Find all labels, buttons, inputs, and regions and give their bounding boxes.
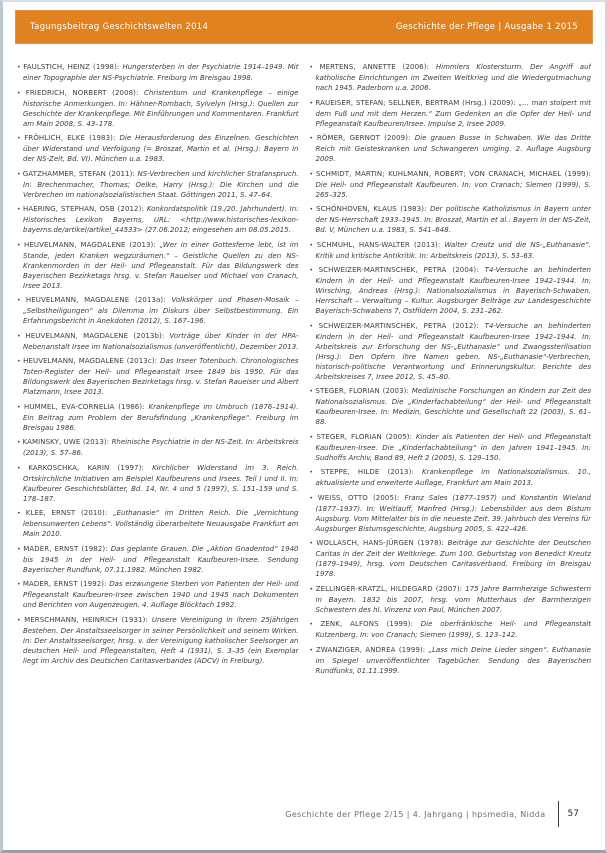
reference-author: WOLLASCH, HANS-JÜRGEN (1978): (316, 539, 448, 547)
bullet-icon: • (17, 332, 26, 340)
bullet-icon: • (309, 170, 317, 178)
reference-author: STEPPE, HILDE (2013): (320, 468, 423, 476)
reference-text: Christentum und Krankenpflege – einige historische Anmerkungen. In: Hähner-Rombach, Sylvelyn (Hrsg.): Quellen zur Geschichte der Krankenpflege. Mit Einführungen und Kommentaren. Frankfurt am Main 2008, S. 43–178. (23, 88, 299, 128)
reference-text: Rheinische Psychiatrie in der NS-Zeit. In: Arbeitskreis (2013), S. 57–86. (23, 438, 299, 457)
reference-entry (310, 467, 592, 488)
reference-entry (310, 240, 592, 261)
reference-author: SCHMIDT, MARTIN; KUHLMANN, ROBERT; VON CRANACH, MICHAEL (1999): (316, 169, 591, 178)
reference-entry (17, 62, 299, 83)
bullet-icon: • (309, 206, 317, 213)
reference-text: „Lass mich Deine Lieder singen“. Euthanasie im Spiegel unveröffentlichter Tagebücher. Sendung des Bayerischen Rundfunks, 01.11.1999. (315, 645, 591, 675)
journal-info: Geschichte der Pflege 2/15 | 4. Jahrgang | hpsmedia, Nidda (285, 809, 546, 819)
reference-text: Das geplante Grauen. Die „Aktion Gnadentod“ 1940 bis 1945 in der Heil- und Pflegeanstalt Kaufbeuren-Irsee. Sendung Bayerischer Rundfunk, 07.11.1982. München 1982. (23, 544, 299, 574)
reference-author: MERTENS, ANNETTE (2006): (319, 63, 436, 71)
reference-text: Volkskörper und Phasen-Mosaik – „Selbstheiligungen“ als Dilemma im Diskurs über Selbstbestimmung. Ein Erfahrungsbericht in Anekdoten (2012), S. 167–196. (23, 296, 299, 325)
reference-entry (17, 331, 299, 352)
reference-entry (17, 88, 299, 129)
bullet-icon: • (309, 433, 317, 441)
reference-author: HUMMEL, EVA-CORNELIA (1986): (24, 402, 149, 411)
reference-entry (310, 169, 592, 200)
bullet-icon: • (309, 388, 316, 395)
reference-author: KARKOSCHKA, KARIN (1997): (28, 463, 153, 472)
bullet-icon: • (309, 99, 316, 107)
reference-column-left (17, 62, 299, 802)
reference-text: NS-Verbrechen und kirchlicher Strafanspruch. In: Brechenmacher, Thomas; Oelke, Harry (Hrsg.): Die Kirchen und die Verbrechen im nationalsozialistischen Staat. Göttingen 2011, S. 47–64. (23, 169, 299, 199)
header-bar (15, 10, 593, 44)
reference-author: HEUVELMANN, MAGDALENE (2013a): (25, 296, 172, 304)
reference-entry (310, 265, 592, 316)
reference-entry (17, 356, 299, 397)
bullet-icon: • (17, 64, 24, 71)
bullet-icon: • (17, 545, 24, 553)
reference-author: WEISS, OTTO (2005): (317, 493, 405, 502)
reference-entry (17, 133, 299, 164)
reference-text: „Wer in einer Gottesferne lebt, ist im Stande, jeden Kranken wegzuräumen.“ – Geistliche Quellen zu den NS-Krankenmorden in der Heil- und Pflegeanstalt. Für das Bildungswerk des Bayerischen Bezirketags hrsg. v. Stefan Raueiser und Michael von Cranach, Irsee 2013. (23, 240, 299, 290)
reference-entry (310, 321, 592, 382)
reference-entry (310, 204, 592, 235)
reference-text: Die grauen Busse in Schwaben. Wie das Dritte Reich mit Geisteskranken und Schwangeren umging. 2. Auflage Augsburg 2009. (315, 134, 591, 163)
reference-text: Franz Sales (1877–1957) und Konstantin Wieland (1877–1937). In: Weitlauff, Manfred (Hrsg.): Lebensbilder aus dem Bistum Augsburg. Vom Mittelalter bis in die neueste Zeit. 39. Jahrbuch des Vereins für Augsburger Bistumsgeschichte, Augsburg 2005, S. 422–426. (315, 493, 591, 533)
reference-entry (310, 98, 592, 129)
header-left-label: Tagungsbeitrag Geschichtswelten 2014 (30, 22, 209, 32)
reference-text: „Euthanasie“ im Dritten Reich. Die „Vernichtung lebensunwerten Lebens“. Vollständig überarbeitete Neuausgabe Frankfurt am Main 2010. (23, 509, 299, 538)
bullet-icon: • (17, 170, 23, 178)
bibliography (17, 62, 591, 802)
reference-entry (17, 615, 299, 666)
reference-author: KLEE, ERNST (2010): (25, 509, 113, 517)
reference-text: Krankenpflege im Nationalsozialismus. 10., aktualisierte und erweiterte Auflage, Frankfurt am Main 2013. (315, 468, 591, 487)
reference-author: SCHWEIZER-MARTINSCHEK, PETRA (2004): (318, 266, 485, 274)
reference-text: Die Heil- und Pflegeanstalt Kaufbeuren. In: von Cranach; Siemen (1999), S. 265–325. (315, 180, 591, 199)
reference-entry (17, 544, 299, 575)
page-footer (3, 800, 605, 828)
reference-author: MERSCHMANN, HEINRICH (1931): (24, 615, 152, 624)
reference-author: SCHWEIZER-MARTINSCHEK, PETRA (2012): (318, 321, 485, 330)
reference-entry (310, 584, 592, 615)
reference-author: FRÖHLICH, ELKE (1983): (24, 134, 120, 142)
reference-author: FRIEDRICH, NORBERT (2008): (25, 88, 145, 97)
bullet-icon: • (309, 64, 320, 71)
bullet-icon: • (17, 89, 26, 97)
bullet-icon: • (309, 241, 317, 249)
reference-entry (17, 402, 299, 433)
reference-text: Beiträge zur Geschichte der Deutschen Caritas in der Zeit der Weltkriege. Zum 100. Geburtstag von Benedict Kreutz (1879–1949), hrsg. vom Deutschen Caritasverband. Freiburg im Breisgau 1978. (315, 539, 591, 578)
reference-text: 175 Jahre Barmherzige Schwestern in Bayern. 1832 bis 2007, hrsg. vom Mutterhaus der Barmherzigen Schwestern des hl. Vinzenz von Paul, München 2007. (315, 584, 591, 614)
bullet-icon: • (309, 135, 317, 142)
reference-entry (310, 386, 592, 427)
reference-text: Das erzwungene Sterben von Patienten der Heil- und Pflegeanstalt Kaufbeuren-Irsee zwischen 1940 und 1945 nach Dokumenten und Berichten von Augenzeugen. 4. Auflage Blöcktach 1992. (23, 580, 299, 609)
bullet-icon: • (17, 464, 29, 472)
reference-text: Konkordatspolitik (19./20. Jahrhundert). In: Historisches Lexikon Bayerns, URL: <http://www.historisches-lexikon-bayerns.de/artikel/artikel_44533> (27.06.2012; eingesehen am 08.05.2015. (23, 205, 299, 234)
reference-text: Die oberfränkische Heil- und Pflegeanstalt Kutzenberg. In: von Cranach; Siemen (1999), S. 123–142. (315, 620, 591, 639)
reference-entry (310, 62, 592, 93)
reference-author: HEUVELMANN, MAGDALENE (2013b): (25, 331, 170, 340)
reference-entry (310, 645, 592, 676)
reference-author: ZELLINGER-KRATZL, HILDEGARD (2007): (315, 584, 466, 593)
reference-entry (310, 493, 592, 534)
bullet-icon: • (17, 581, 23, 588)
reference-author: HAERING, STEPHAN, OSB (2012): (23, 205, 147, 213)
reference-author: HEUVELMANN, MAGDALENE (2013c): (23, 357, 161, 365)
bullet-icon: • (309, 322, 319, 330)
reference-entry (310, 538, 592, 579)
reference-author: MADER, ERNST (1982): (23, 544, 111, 553)
reference-author: KAMINSKY, UWE (2013): (22, 438, 112, 446)
reference-text: T4-Versuche an behinderten Kindern in der Heil- und Pflegeanstalt Kaufbeuren-Irsee 1942–1944. In: Arbeitskreis zur Erforschung der NS-„Euthanasie“ und Zwangssterilisation (Hrsg.): Den Opfern ihre Namen geben. NS-„Euthanasie“-Verbrechen, historisch-politische Verantwortung und Erinnerungskultur. Berichte des Arbeitskreises 7, Irsee 2012, S. 45–80. (315, 321, 591, 381)
reference-author: STEGER, FLORIAN (2005): (316, 432, 416, 441)
bullet-icon: • (17, 297, 26, 304)
reference-entry (17, 240, 299, 291)
reference-text: Walter Creutz und die NS-„Euthanasie“. Kritik und kritische Antikritik. In: Arbeitskreis (2013), S. 53–63. (315, 240, 591, 260)
reference-entry (17, 169, 299, 200)
bullet-icon: • (17, 135, 25, 142)
reference-entry (17, 295, 299, 326)
reference-text: Der politische Katholizismus in Bayern unter der NS-Herrschaft 1933–1945. In: Broszat, Martin et al.: Bayern in der NS-Zeit, Bd. V, München u.a. 1983, S. 541–648. (315, 205, 591, 234)
reference-entry (310, 133, 592, 164)
reference-author: ZENK, ALFONS (1999): (320, 620, 421, 628)
reference-text: Himmlers Klostersturm. Der Angriff auf katholische Einrichtungen im Zweiten Weltkrieg und die Wiedergutmachung nach 1945. Paderborn u.a. 2006. (315, 63, 591, 92)
reference-text: T4-Versuche an behinderten Kindern in der Heil- und Pflegeanstalt Kaufbeuren-Irsee 1942–1944. In: Wirsching, Andreas (Hrsg.): Nationalsozialismus in Bayerisch-Schwaben. Herrschaft – Verwaltung – Kultur. Augsburger Beiträge zur Landesgeschichte Bayerisch-Schwabens 7, Ostfildern 2004, S. 231–262. (315, 266, 591, 315)
reference-author: SCHÖNHOVEN, KLAUS (1983): (316, 205, 430, 213)
header-right-label: Geschichte der Pflege | Ausgabe 1 2015 (395, 22, 578, 32)
bullet-icon: • (17, 439, 23, 446)
bullet-icon: • (309, 267, 319, 274)
reference-author: FAULSTICH, HEINZ (1998): (23, 63, 123, 71)
bullet-icon: • (309, 540, 317, 547)
reference-author: SCHMUHL, HANS-WALTER (2013): (316, 240, 445, 249)
bullet-icon: • (17, 403, 25, 411)
bullet-icon: • (17, 510, 26, 517)
reference-text: Vorträge über Kinder in der HPA-Nebenanstalt Irsee im Nationalsozialismus (unveröffentlicht), Dezember 2013. (23, 331, 299, 351)
bullet-icon: • (17, 241, 25, 249)
reference-author: ZWANZIGER, ANDREA (1999): (315, 645, 429, 654)
bullet-icon: • (17, 206, 24, 213)
reference-entry (17, 463, 299, 504)
reference-text: Kirchlicher Widerstand im 3. Reich. Ortskirchliche Initiativen am Beispiel Kaufbeurens und Irsees. Teil I und II. In: Kaufbeurer Geschichtsblätter, Bd. 14, Nr. 4 und 5 (1997), S. 151–159 und S. 178–187. (23, 463, 299, 503)
bullet-icon: • (17, 358, 24, 365)
reference-text: Kinder als Patienten der Heil- und Pflegeanstalt Kaufbeuren-Irsee. Die „Kinderfachabteilung“ in den Jahren 1941–1945. In: Sudhoffs Archiv, Band 89, Heft 2 (2005), S. 129–150. (315, 432, 591, 462)
bullet-icon: • (309, 621, 321, 628)
reference-author: RÖMER, GERNOT (2009): (316, 134, 415, 142)
reference-text: Medizinische Forschungen an Kindern zur Zeit des Nationalsozialismus. Die „Kinderfachabteilung“ der Heil- und Pflegeanstalt Kaufbeuren-Irsee. In: Medizin, Geschichte und Gesellschaft 22 (2003), S. 61–88. (315, 387, 591, 426)
reference-author: GATZHAMMER, STEFAN (2011): (22, 169, 138, 178)
reference-author: RAUEISER, STEFAN; SELLNER, BERTRAM (Hrsg.) (2009): (315, 98, 519, 107)
reference-entry (310, 432, 592, 463)
reference-entry (310, 619, 592, 640)
reference-author: HEUVELMANN, MAGDALENE (2013): (24, 240, 160, 249)
footer-divider (558, 801, 559, 827)
reference-entry (17, 508, 299, 539)
bullet-icon: • (309, 585, 316, 593)
reference-entry (17, 204, 299, 235)
reference-text: Die Herausforderung des Einzelnen. Geschichten über Widerstand und Verfolgung (= Broszat, Martin et al. (Hrsg.): Bayern in der NS-Zeit, Bd. VI). München u.a. 1983. (23, 134, 299, 163)
reference-entry (17, 579, 299, 610)
bullet-icon: • (309, 494, 318, 502)
reference-entry (17, 437, 299, 458)
bullet-icon: • (17, 616, 25, 624)
bullet-icon: • (309, 469, 321, 476)
reference-text: Das Irseer Totenbuch. Chronologisches Toten-Register der Heil- und Pflegeanstalt Irsee 1849 bis 1950. Für das Bildungswerk des Bayerischen Bezirketags hrsg. v. Stefan Raueiser und Albert Platzmann, Irsee 2013. (23, 357, 299, 396)
reference-text: Unsere Vereinigung in ihrem 25jährigen Bestehen. Der Anstaltsseelsorger in seiner Persönlichkeit und seinem Wirken. In: Der Anstaltsseelsorger, hrsg. v. der Vereinigung katholischer Seelsorger an deutschen Heil- und Pflegeanstalten, Heft 4 (1931), S. 3–35 (ein Exemplar liegt im Archiv des Deutschen Caritasverbandes (ADCV) in Freiburg). (23, 615, 299, 665)
reference-column-right (310, 62, 592, 802)
reference-text: „... man stolpert mit dem Fuß und mit dem Herzen.“ Zum Gedenken an die Opfer der Heil- und Pflegeanstalt Kaufbeuren/Irsee. Impulse 2, Irsee 2009. (315, 98, 591, 128)
reference-author: STEGER, FLORIAN (2003): (315, 387, 412, 395)
page-number: 57 (567, 809, 579, 819)
reference-text: Krankenpflege im Umbruch (1876–1914). Ein Beitrag zum Problem der Berufsfindung „Krankenpflege“. Freiburg im Breisgau 1986. (23, 402, 299, 432)
reference-text: Hungersterben in der Psychiatrie 1914–1949. Mit einer Topographie der NS-Psychiatrie. Freiburg im Breisgau 1998. (23, 63, 299, 82)
bullet-icon: • (309, 646, 316, 654)
reference-author: MADER, ERNST (1992): (22, 580, 110, 588)
